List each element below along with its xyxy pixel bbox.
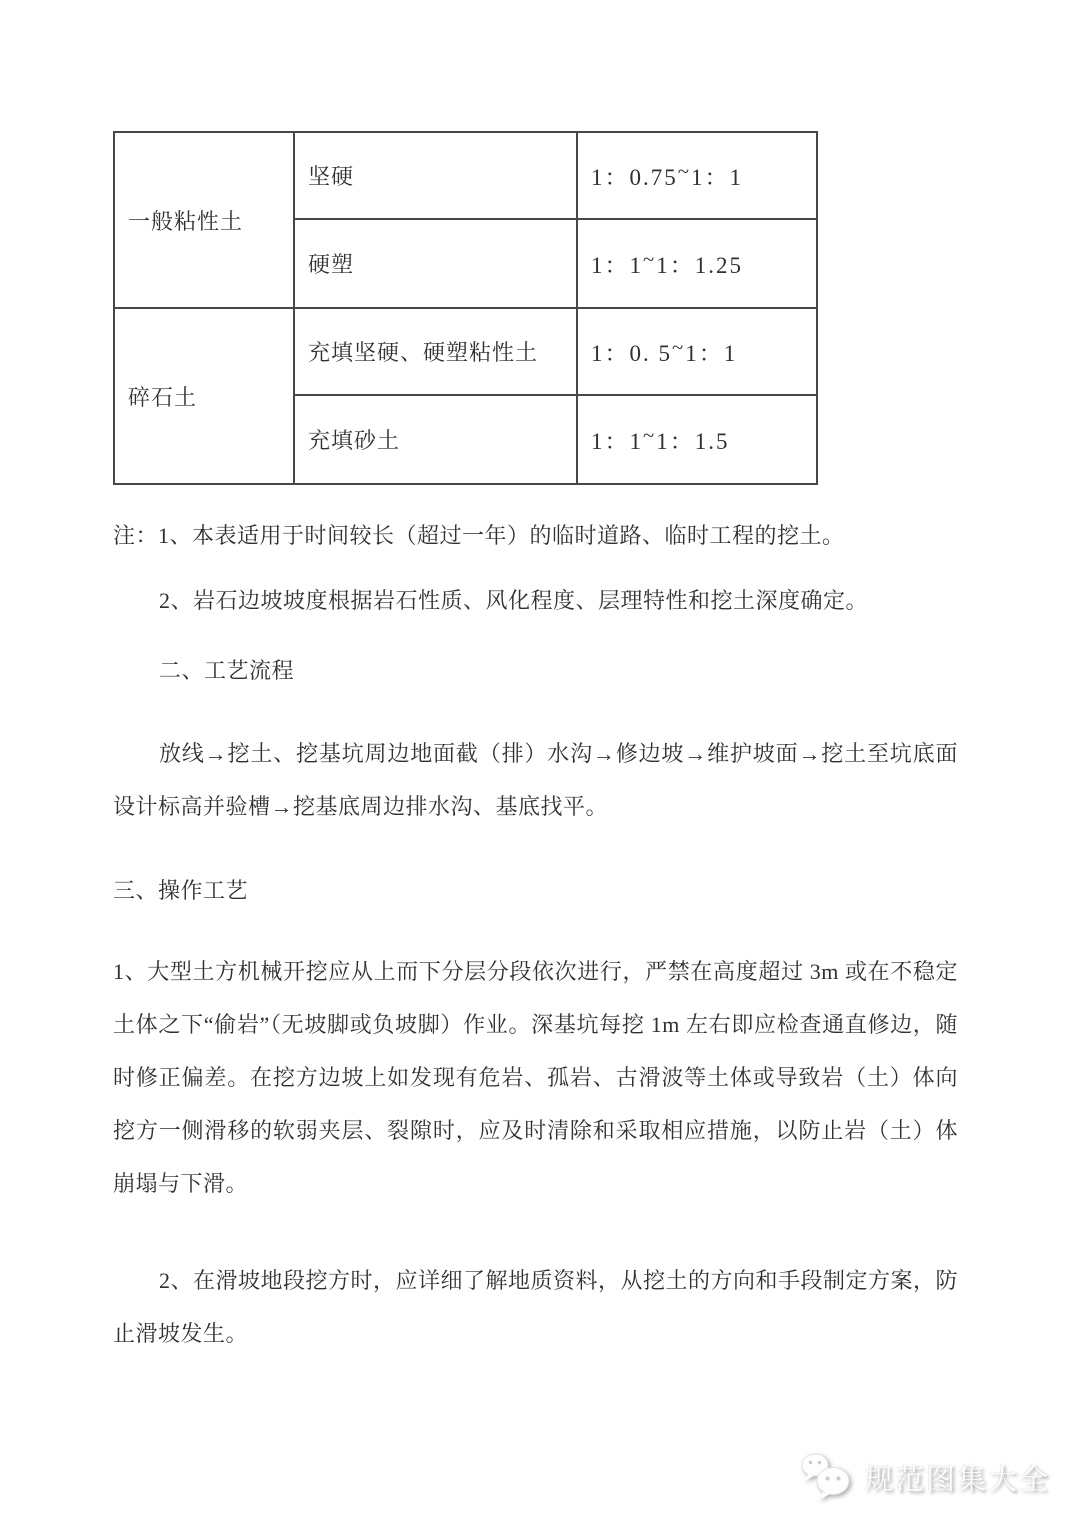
watermark <box>798 1448 1050 1506</box>
soil-type-cell <box>114 308 294 484</box>
section-heading-process: 二、工艺流程 <box>159 658 295 683</box>
slope-ratio-cell: 1：0. 5~1：1 <box>577 308 817 395</box>
soil-type-label: 一般粘性土 <box>128 208 244 234</box>
section-heading-operation: 三、操作工艺 <box>113 878 249 903</box>
table-note-1: 注：1、本表适用于时间较长（超过一年）的临时道路、临时工程的挖土。 <box>113 523 845 548</box>
soil-state-cell: 充填坚硬、硬塑粘性土 <box>294 308 577 395</box>
soil-state-cell: 坚硬 <box>294 132 577 219</box>
document-content <box>113 131 958 1360</box>
operation-item-2: 2、在滑坡地段挖方时，应详细了解地质资料，从挖土的方向和手段制定方案，防止滑坡发生。 <box>113 1268 959 1346</box>
table-row <box>114 132 817 219</box>
operation-item-1: 1、大型土方机械开挖应从上而下分层分段依次进行，严禁在高度超过 3m 或在不稳定土体之下“偷岩”（无坡脚或负坡脚）作业。深基坑每挖 1m 左右即应检查通直修边，随时修正偏差。在挖方边坡上如发现有危岩、孤岩、古滑波等土体或导致岩（土）体向挖方一侧滑移的软弱夹层、裂隙时，应及时清除和采取相应措施，以防止岩（土）体崩塌与下滑。 <box>113 959 958 1196</box>
soil-state-cell: 充填砂土 <box>294 395 577 484</box>
table-note-2: 2、岩石边坡坡度根据岩石性质、风化程度、层理特性和挖土深度确定。 <box>159 588 869 613</box>
soil-state-cell: 硬塑 <box>294 219 577 308</box>
soil-type-label: 碎石土 <box>128 384 198 410</box>
soil-type-cell <box>114 132 294 308</box>
table-row <box>114 308 817 395</box>
watermark-label: 规范图集大全 <box>863 1463 1050 1496</box>
slope-ratio-cell: 1：0.75~1：1 <box>577 132 817 219</box>
slope-ratio-cell: 1：1~1：1.5 <box>577 395 817 484</box>
slope-ratio-cell: 1：1~1：1.25 <box>577 219 817 308</box>
wechat-icon <box>798 1451 856 1503</box>
process-flow-text: 放线→挖土、挖基坑周边地面截（排）水沟→修边坡→维护坡面→挖土至坑底面设计标高并验槽→挖基底周边排水沟、基底找平。 <box>113 741 958 819</box>
slope-ratio-table <box>113 131 818 485</box>
